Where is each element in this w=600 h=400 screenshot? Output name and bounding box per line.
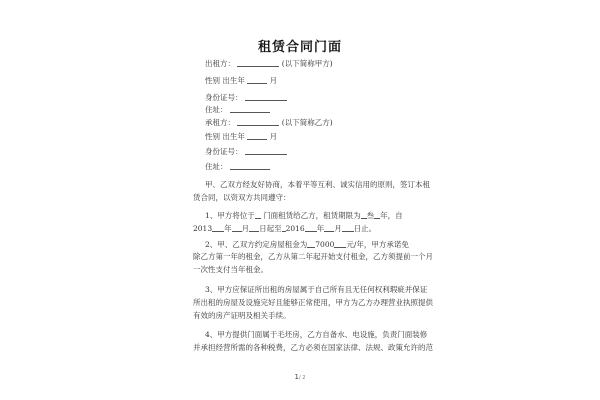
lessor-label: 出租方： (205, 59, 235, 68)
clause2-line-3: 一次性支付当年租金。 (193, 265, 268, 274)
clause2-line-2: 除乙方第一年的租金，乙方从第二年起开始支付租金，乙方须提前一个月 (193, 252, 433, 261)
clause3-line-1: 3、甲方应保证所出租的房屋属于自己所有且无任何权利瑕疵并保证 (205, 285, 428, 294)
clause1-start-month-blank (232, 223, 242, 232)
lessor-line (205, 58, 333, 69)
clause2-rent-post-blank (334, 239, 346, 248)
lessee-id-line (205, 146, 287, 157)
clause1-end-year-blank (305, 223, 317, 232)
clause3-line-2: 所出租的房屋及设施完好且能够正常使用，甲方为乙方办理营业执照提供 (193, 298, 433, 307)
lessee-birth-label: 出生年 (222, 132, 245, 141)
lessor-birth-label: 出生年 (222, 76, 245, 85)
lessor-birth-blank (247, 75, 267, 84)
clause1-text-d: 年，自 (380, 211, 403, 220)
lessee-address-blank (230, 161, 270, 170)
clause1-end-day-blank (342, 223, 354, 232)
clause1-start-day-blank (249, 223, 259, 232)
lessee-gender-line (205, 131, 277, 142)
lessor-gender-line (205, 75, 277, 86)
clause1-text-a: 1、甲方将位于 (205, 211, 255, 220)
clause1-text-b: 门面租赁给乙方，租赁期限为 (263, 211, 361, 220)
intro-line-2: 赁合同，以资双方共同遵守： (193, 193, 291, 202)
clause1-year-a: 年 (224, 224, 232, 233)
lessor-address-blank (230, 104, 270, 113)
clause1-text-from: 日起至 (259, 224, 282, 233)
clause2-text-c: 元/年，甲方承诺免 (346, 240, 409, 249)
clause1-end-year: 2016 (285, 224, 305, 233)
lessee-address-label: 住址： (205, 162, 228, 171)
clause1-month-a: 月 (241, 224, 250, 233)
clause1-year-b: 年 (316, 224, 325, 233)
lessee-birth-blank (247, 131, 267, 140)
clause4-line-2: 并承担经营所需的各种税费，乙方必须在国家法律、法规、政策允许的范 (193, 343, 433, 352)
document-title: 租赁合同门面 (257, 40, 342, 55)
lessee-month-suffix: 月 (269, 132, 278, 141)
lessee-address-line (205, 161, 270, 172)
lessee-suffix: (以下简称乙方) (281, 118, 333, 127)
clause1-text-to: 日止。 (353, 224, 377, 233)
lessee-label: 承租方： (205, 118, 235, 127)
lessee-name-blank (237, 117, 279, 126)
lessor-suffix: (以下简称甲方) (281, 59, 333, 68)
lessor-gender-label: 性别 (205, 76, 220, 85)
clause2-rent-value: 7000 (315, 240, 335, 249)
lessor-id-line (205, 92, 287, 103)
intro-line-1: 甲、乙双方经友好协商，本着平等互利、诚实信用的原则，签订本租 (205, 180, 430, 189)
lessor-address-label: 住址： (205, 105, 228, 114)
lessor-id-blank (245, 92, 287, 101)
clause4-line-1: 4、甲方提供门面属于毛坯房，乙方自备水、电设施，负责门面装修 (205, 330, 428, 339)
clause3-line-3: 有效的房产证明及相关手续。 (193, 311, 291, 320)
clause2-line-1 (205, 239, 409, 250)
clause1-start-year: 2013 (193, 224, 213, 233)
lessor-address-line (205, 104, 270, 115)
clause1-term-value: 叁 (366, 211, 375, 220)
lessor-name-blank (237, 58, 279, 67)
page-current: 1 (294, 373, 299, 381)
page-number (0, 373, 600, 381)
clause1-line-2 (193, 223, 376, 234)
lessee-id-blank (245, 146, 287, 155)
clause1-line-1 (205, 210, 403, 221)
lessee-line (205, 117, 333, 128)
clause1-start-year-blank (212, 223, 224, 232)
clause1-end-month-blank (324, 223, 334, 232)
lessee-id-label: 身份证号： (205, 147, 243, 156)
lessor-id-label: 身份证号： (205, 93, 243, 102)
clause1-location-blank (255, 210, 261, 219)
lessor-month-suffix: 月 (269, 76, 278, 85)
page-total: / 2 (299, 375, 306, 381)
clause2-text-a: 2、甲、乙双方约定房屋租金为 (205, 240, 308, 249)
lessee-gender-label: 性别 (205, 132, 220, 141)
clause1-month-b: 月 (334, 224, 342, 233)
